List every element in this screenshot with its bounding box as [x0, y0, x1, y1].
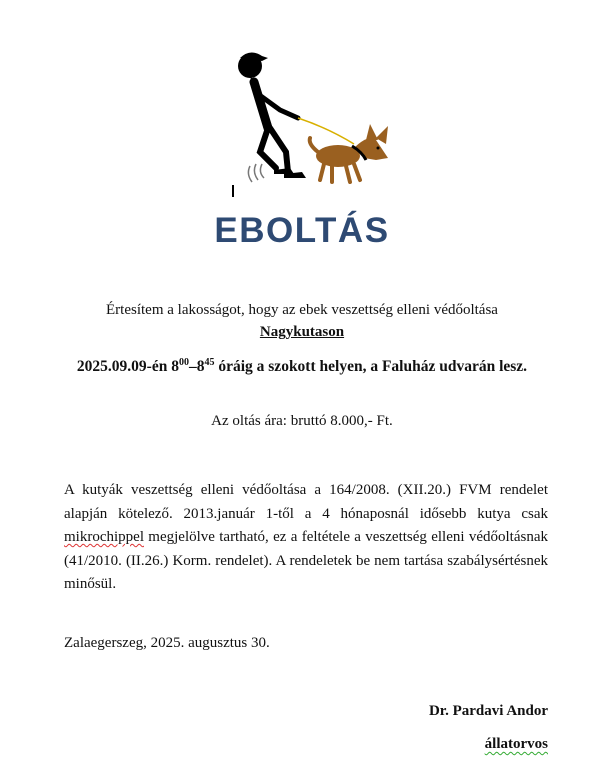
- signature-role: állatorvos: [484, 736, 548, 752]
- text-cursor: [232, 185, 234, 197]
- price-line: Az oltás ára: bruttó 8.000,- Ft.: [211, 413, 393, 429]
- page-title: EBOLTÁS: [214, 211, 390, 250]
- location: Nagykutason: [259, 324, 345, 340]
- man-walking-dog-icon: [228, 48, 410, 190]
- legal-paragraph: A kutyák veszettség elleni védőoltása a 164/2008. (XII.20.) FVM rendelet alapján kötelező. 2013.január 1-től a 4 hónaposnál idősebb kutya csak mikrochippel megjelölve tartható, ez a feltétele a veszettség elleni védőoltásnak (41/2010. (II.26.) Korm. rendelet). A rendeletek be nem tartása szabálysértésnek minősül.: [64, 482, 548, 592]
- signature-name: Dr. Pardavi Andor: [428, 703, 548, 719]
- location-line: [40, 324, 564, 341]
- notice-line: Értesítem a lakosságot, hogy az ebek veszettség elleni védőoltása: [106, 302, 498, 318]
- date-line: Zalaegerszeg, 2025. augusztus 30.: [64, 635, 270, 651]
- schedule-line: 2025.09.09-én $8^{00}-8^{45}$ óráig a szokott helyen, a Faluház udvarán lesz.: [76, 356, 528, 375]
